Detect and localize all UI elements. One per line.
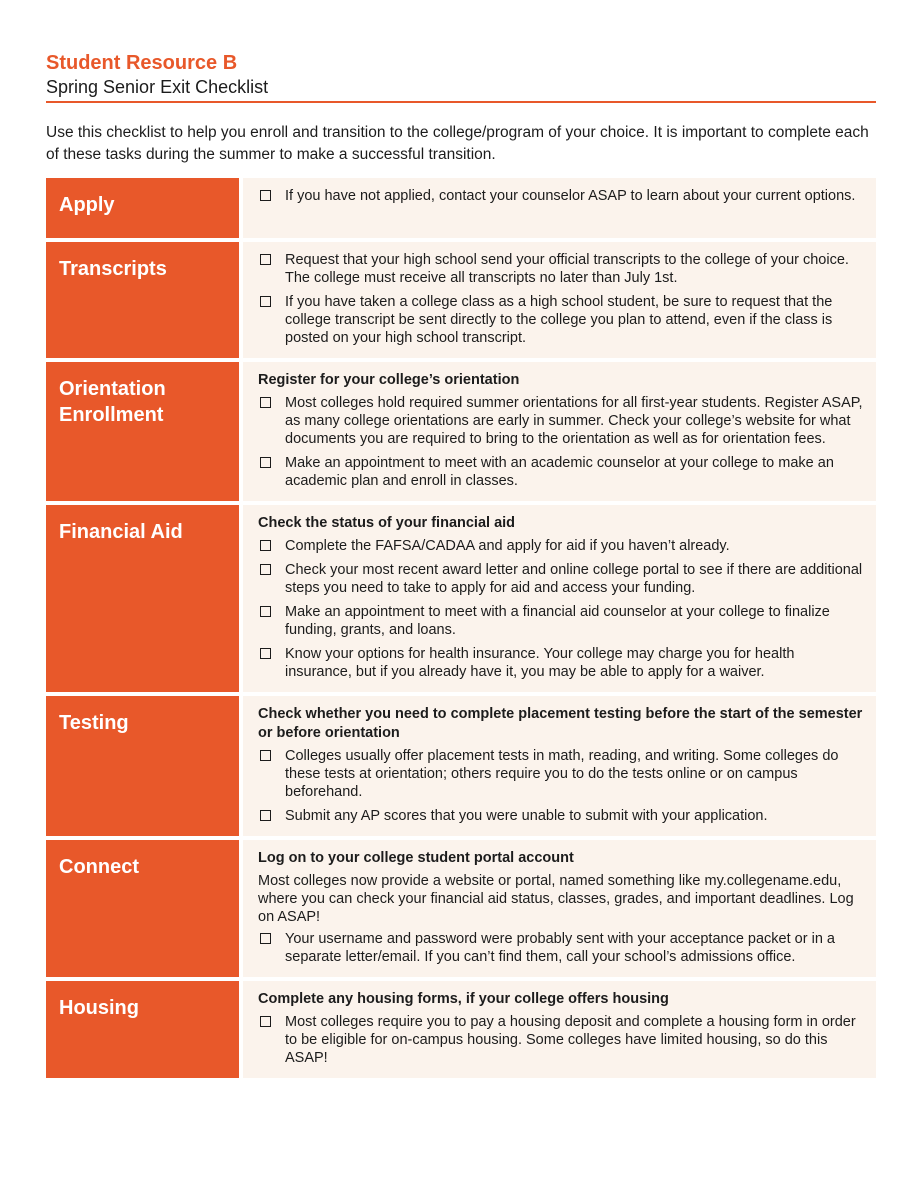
- section-label: Transcripts: [46, 242, 239, 358]
- section-label: Testing: [46, 696, 239, 836]
- checklist-item-text: If you have taken a college class as a high school student, be sure to request that the college transcript be sent directly to the college you plan to attend, even if the class is posted on your high school transcript.: [285, 294, 833, 346]
- checkbox[interactable]: [260, 190, 271, 201]
- checkbox[interactable]: [260, 750, 271, 761]
- checklist-item-text: Most colleges require you to pay a housing deposit and complete a housing form in order to be eligible for on-campus housing. Some colleges have limited housing, so do this ASAP!: [285, 1014, 856, 1066]
- checklist-item: [258, 293, 864, 347]
- section-label: Financial Aid: [46, 505, 239, 692]
- checkbox[interactable]: [260, 540, 271, 551]
- checklist-item: [258, 645, 864, 681]
- checkbox[interactable]: [260, 254, 271, 265]
- header-divider: [46, 101, 876, 103]
- checkbox[interactable]: [260, 606, 271, 617]
- section-content: [239, 242, 876, 358]
- checklist-item: [258, 537, 864, 555]
- checklist-item: [258, 603, 864, 639]
- checklist-item: [258, 251, 864, 287]
- checklist-table: [46, 174, 876, 1082]
- checklist-item-text: Check your most recent award letter and online college portal to see if there are additional steps you need to take to apply for aid and access your funding.: [285, 562, 863, 596]
- section-paragraph: Most colleges now provide a website or portal, named something like my.collegename.edu, where you can check your financial aid status, classes, grades, and important deadlines. Log on ASAP!: [258, 873, 854, 925]
- checkbox[interactable]: [260, 933, 271, 944]
- checklist-item-text: Colleges usually offer placement tests in math, reading, and writing. Some colleges do these tests at orientation; others require you to do the tests online or on campus beforehand.: [285, 748, 839, 800]
- section-heading: Complete any housing forms, if your college offers housing: [258, 991, 669, 1007]
- section-content: [239, 362, 876, 501]
- checkbox[interactable]: [260, 457, 271, 468]
- section-row-transcripts: [46, 242, 876, 358]
- section-heading: Check whether you need to complete placement testing before the start of the semester or before orientation: [258, 706, 863, 741]
- checklist-item: [258, 561, 864, 597]
- section-content: [239, 981, 876, 1078]
- checklist-item-text: Most colleges hold required summer orientations for all first-year students. Register ASAP, as many college orientations are early in summer. Check your college’s website for what documents you are required to bring to the orientation as well as for orientation fees.: [285, 395, 863, 447]
- checklist-item: [258, 394, 864, 448]
- checkbox[interactable]: [260, 648, 271, 659]
- checklist-item-text: Submit any AP scores that you were unable to submit with your application.: [285, 808, 768, 824]
- section-content: [239, 696, 876, 836]
- checklist-item-text: Complete the FAFSA/CADAA and apply for aid if you haven’t already.: [285, 538, 730, 554]
- section-heading: Register for your college’s orientation: [258, 372, 520, 388]
- section-content: [239, 505, 876, 692]
- intro-text: Use this checklist to help you enroll and transition to the college/program of your choice. It is important to complete each of these tasks during the summer to make a successful transition.: [46, 124, 869, 163]
- checklist-item-text: Know your options for health insurance. Your college may charge you for health insurance, but if you already have it, you may be able to apply for a waiver.: [285, 646, 795, 680]
- checkbox[interactable]: [260, 564, 271, 575]
- checklist-item-text: If you have not applied, contact your counselor ASAP to learn about your current options.: [285, 188, 856, 204]
- checklist-item-text: Make an appointment to meet with an academic counselor at your college to make an academic plan and enroll in classes.: [285, 455, 834, 489]
- checklist-item: [258, 454, 864, 490]
- section-heading: Log on to your college student portal account: [258, 850, 574, 866]
- section-row-financial-aid: [46, 505, 876, 692]
- page-header: [46, 50, 876, 98]
- checkbox[interactable]: [260, 810, 271, 821]
- checklist-item: [258, 187, 864, 205]
- section-row-apply: [46, 178, 876, 238]
- section-content: [239, 840, 876, 977]
- checklist-item: [258, 747, 864, 801]
- checklist-item: [258, 807, 864, 825]
- checkbox[interactable]: [260, 296, 271, 307]
- checklist-item: [258, 930, 864, 966]
- section-heading: Check the status of your financial aid: [258, 515, 516, 531]
- checklist-item: [258, 1013, 864, 1067]
- checklist-item-text: Your username and password were probably sent with your acceptance packet or in a separate letter/email. If you can’t find them, call your school’s admissions office.: [285, 931, 835, 965]
- page-title: Student Resource B: [46, 52, 238, 74]
- checklist-item-text: Make an appointment to meet with a financial aid counselor at your college to finalize funding, grants, and loans.: [285, 604, 830, 638]
- checklist-item-text: Request that your high school send your official transcripts to the college of your choice. The college must receive all transcripts no later than July 1st.: [285, 252, 849, 286]
- section-label: Apply: [46, 178, 239, 238]
- section-content: [239, 178, 876, 238]
- section-row-testing: [46, 696, 876, 836]
- section-label: Connect: [46, 840, 239, 977]
- section-label: Orientation Enrollment: [46, 362, 239, 501]
- section-row-housing: [46, 981, 876, 1078]
- checkbox[interactable]: [260, 1016, 271, 1027]
- section-row-connect: [46, 840, 876, 977]
- checkbox[interactable]: [260, 397, 271, 408]
- section-row-orientation-enrollment: [46, 362, 876, 501]
- section-label: Housing: [46, 981, 239, 1078]
- page-subtitle: Spring Senior Exit Checklist: [46, 77, 269, 97]
